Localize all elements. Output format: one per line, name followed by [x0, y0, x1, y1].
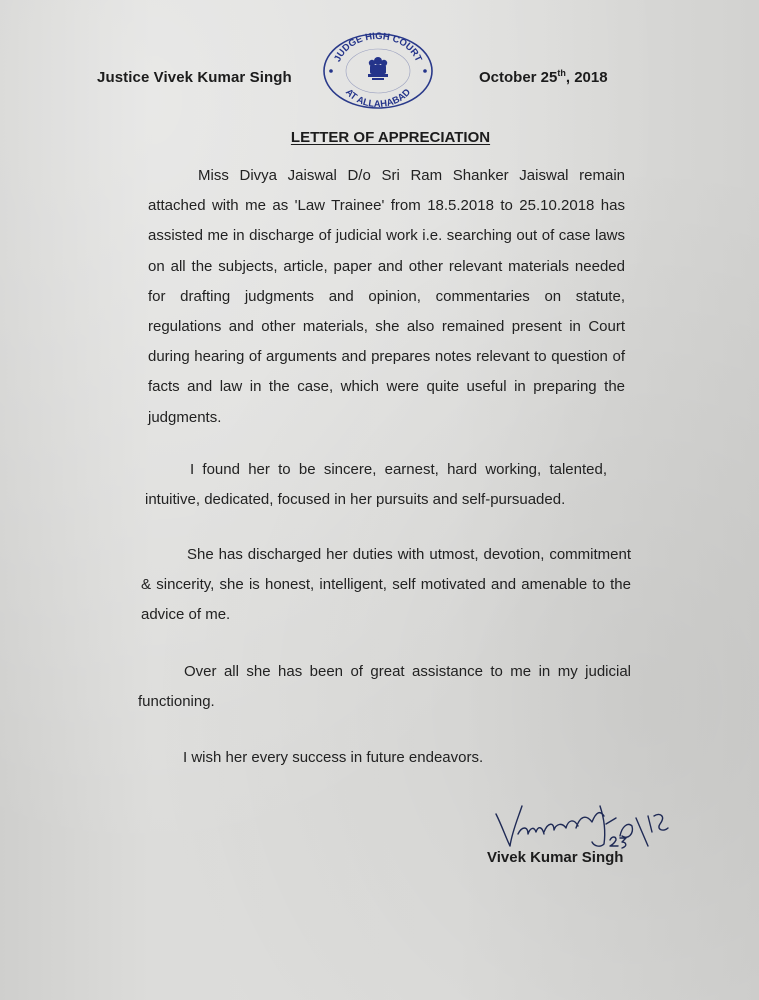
signatory-name: Vivek Kumar Singh: [487, 849, 624, 866]
letter-paragraph: She has discharged her duties with utmost, devotion, commitment & sincerity, she is honest, intelligent, self motivated and amenable to the advice of me.: [141, 546, 631, 624]
letter-paragraph: Miss Divya Jaiswal D/o Sri Ram Shanker Jaiswal remain attached with me as 'Law Trainee' from 18.5.2018 to 25.10.2018 has assisted me in discharge of judicial work i.e. searching out of case laws on all the subjects, article, paper and other relevant materials needed for drafting judgments and opinion, commentaries on statute, regulations and other materials, she also remained present in Court during hearing of arguments and prepares notes relevant to question of facts and law in the case, which were quite useful in preparing the judgments.: [148, 167, 625, 426]
seal-top-text: JUDGE HIGH COURT: [332, 31, 424, 64]
letter-paragraph: Over all she has been of great assistance to me in my judicial functioning.: [138, 663, 631, 711]
letter-title: LETTER OF APPRECIATION: [290, 129, 491, 146]
court-seal-icon: [318, 31, 438, 111]
seal-bottom-text: AT ALLAHABAD: [343, 86, 414, 111]
svg-text:AT ALLAHABAD: [343, 87, 413, 110]
letter-paragraph: I found her to be sincere, earnest, hard working, talented, intuitive, dedicated, focused in her pursuits and self-pursuaded.: [145, 461, 607, 509]
handwritten-signature-icon: [488, 796, 673, 856]
letter-date: October 25th, 2018: [479, 68, 608, 86]
letter-paragraph: I wish her every success in future endeavors.: [183, 749, 484, 766]
author-name: Justice Vivek Kumar Singh: [97, 69, 292, 86]
